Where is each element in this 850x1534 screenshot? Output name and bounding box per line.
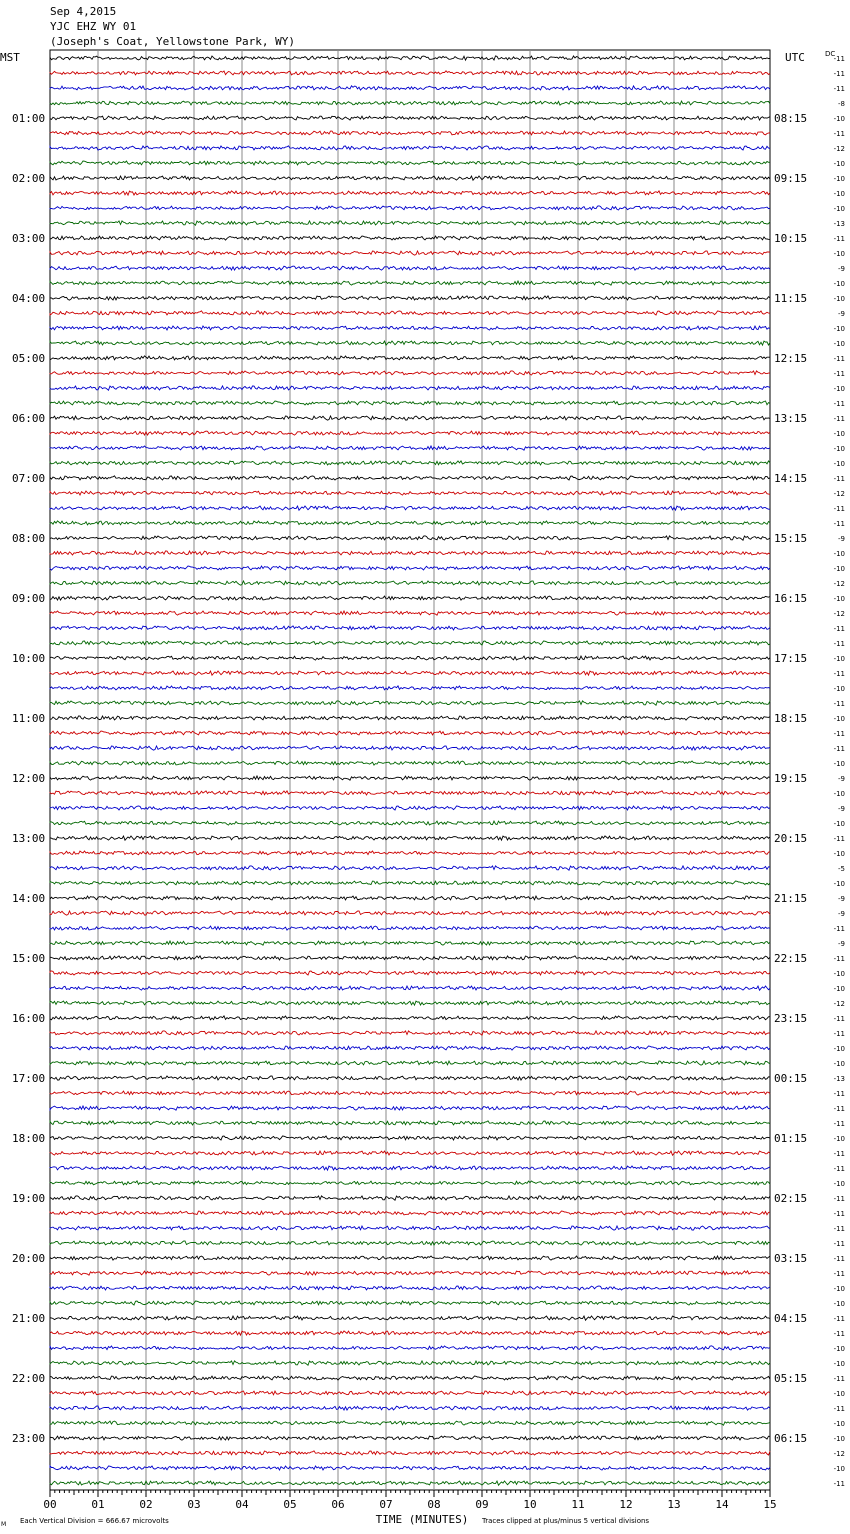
dc-offset-label: -11: [833, 400, 845, 408]
dc-offset-label: -10: [833, 175, 845, 183]
trace-line-13: [50, 251, 770, 255]
right-hour-label: 08:15: [774, 112, 808, 125]
dc-offset-label: -11: [833, 70, 845, 78]
dc-offset-label: -11: [833, 370, 845, 378]
dc-offset-label: -12: [833, 1450, 845, 1458]
right-hour-label: 10:15: [774, 232, 808, 245]
left-hour-label: 13:00: [12, 832, 46, 845]
trace-line-88: [50, 1376, 770, 1380]
dc-offset-label: -11: [833, 955, 845, 963]
dc-offset-label: -10: [833, 1060, 845, 1068]
left-timezone-label: MST: [0, 51, 20, 64]
trace-line-15: [50, 281, 770, 285]
trace-line-62: [50, 986, 770, 990]
dc-offset-label: -11: [833, 670, 845, 678]
left-hour-label: 06:00: [12, 412, 46, 425]
x-tick-label: 10: [523, 1498, 537, 1511]
trace-line-54: [50, 866, 770, 870]
trace-line-93: [50, 1451, 770, 1455]
trace-line-25: [50, 431, 770, 435]
station-location: (Joseph's Coat, Yellowstone Park, WY): [50, 35, 296, 48]
dc-offset-label: -10: [833, 595, 845, 603]
right-hour-label: 20:15: [774, 832, 808, 845]
trace-line-94: [50, 1466, 770, 1470]
trace-line-84: [50, 1316, 770, 1320]
trace-line-77: [50, 1211, 770, 1215]
trace-line-33: [50, 551, 770, 555]
dc-offset-label: -10: [833, 385, 845, 393]
dc-offset-label: -10: [833, 280, 845, 288]
dc-offset-label: -11: [833, 475, 845, 483]
dc-offset-label: -11: [833, 1165, 845, 1173]
dc-offset-label: -11: [833, 130, 845, 138]
dc-offset-label: -10: [833, 760, 845, 768]
trace-line-1: [50, 71, 770, 75]
dc-offset-label: -11: [833, 625, 845, 633]
trace-line-31: [50, 521, 770, 525]
trace-line-52: [50, 836, 770, 840]
trace-line-27: [50, 461, 770, 465]
left-hour-label: 10:00: [12, 652, 46, 665]
dc-offset-label: -11: [833, 1270, 845, 1278]
x-tick-label: 09: [475, 1498, 489, 1511]
left-hour-label: 05:00: [12, 352, 46, 365]
left-hour-label: 12:00: [12, 772, 46, 785]
trace-line-37: [50, 611, 770, 615]
dc-offset-label: -11: [833, 355, 845, 363]
trace-line-85: [50, 1331, 770, 1335]
dc-offset-label: -10: [833, 295, 845, 303]
left-hour-label: 15:00: [12, 952, 46, 965]
dc-offset-label: -9: [838, 310, 845, 318]
x-tick-label: 02: [139, 1498, 153, 1511]
trace-line-10: [50, 206, 770, 210]
dc-offset-label: -9: [838, 775, 845, 783]
left-hour-label: 09:00: [12, 592, 46, 605]
dc-offset-label: -11: [833, 55, 845, 63]
trace-line-26: [50, 446, 770, 450]
left-hour-label: 04:00: [12, 292, 46, 305]
trace-line-2: [50, 86, 770, 90]
right-hour-label: 19:15: [774, 772, 808, 785]
x-tick-label: 01: [91, 1498, 105, 1511]
x-axis-title: TIME (MINUTES): [375, 1513, 469, 1526]
dc-offset-label: -12: [833, 1000, 845, 1008]
dc-offset-label: -10: [833, 550, 845, 558]
right-hour-label: 12:15: [774, 352, 808, 365]
trace-line-72: [50, 1136, 770, 1140]
trace-line-75: [50, 1181, 770, 1185]
dc-offset-label: -10: [833, 565, 845, 573]
dc-offset-label: -11: [833, 700, 845, 708]
trace-line-59: [50, 941, 770, 945]
x-tick-label: 06: [331, 1498, 345, 1511]
right-hour-label: 06:15: [774, 1432, 808, 1445]
left-hour-label: 16:00: [12, 1012, 46, 1025]
dc-offset-label: -11: [833, 1210, 845, 1218]
dc-offset-label: -10: [833, 715, 845, 723]
right-hour-label: 09:15: [774, 172, 808, 185]
dc-offset-label: -10: [833, 820, 845, 828]
left-hour-label: 08:00: [12, 532, 46, 545]
right-hour-label: 14:15: [774, 472, 808, 485]
trace-line-29: [50, 491, 770, 495]
dc-offset-label: -11: [833, 640, 845, 648]
left-hour-label: 21:00: [12, 1312, 46, 1325]
dc-offset-label: -11: [833, 925, 845, 933]
dc-offset-label: -10: [833, 190, 845, 198]
trace-line-91: [50, 1421, 770, 1425]
dc-offset-label: -11: [833, 1225, 845, 1233]
trace-line-73: [50, 1151, 770, 1155]
trace-line-44: [50, 716, 770, 720]
dc-offset-label: -12: [833, 580, 845, 588]
right-timezone-label: UTC: [785, 51, 805, 64]
dc-offset-label: -11: [833, 235, 845, 243]
trace-line-8: [50, 176, 770, 180]
trace-line-70: [50, 1106, 770, 1110]
dc-offset-label: -10: [833, 1465, 845, 1473]
dc-offset-label: -10: [833, 115, 845, 123]
trace-line-14: [50, 266, 770, 270]
trace-line-48: [50, 776, 770, 780]
right-hour-label: 02:15: [774, 1192, 808, 1205]
dc-offset-label: -11: [833, 85, 845, 93]
left-hour-label: 14:00: [12, 892, 46, 905]
trace-line-9: [50, 191, 770, 195]
dc-offset-label: -10: [833, 1435, 845, 1443]
left-hour-label: 02:00: [12, 172, 46, 185]
dc-offset-label: -10: [833, 1390, 845, 1398]
trace-line-3: [50, 101, 770, 105]
trace-line-17: [50, 311, 770, 315]
trace-line-64: [50, 1016, 770, 1020]
dc-offset-label: -11: [833, 1090, 845, 1098]
x-tick-label: 03: [187, 1498, 201, 1511]
trace-line-45: [50, 731, 770, 735]
dc-offset-label: -11: [833, 1330, 845, 1338]
dc-offset-label: -9: [838, 895, 845, 903]
plot-date: Sep 4,2015: [50, 5, 117, 18]
trace-line-23: [50, 401, 770, 405]
x-tick-label: 07: [379, 1498, 393, 1511]
x-tick-label: 05: [283, 1498, 297, 1511]
trace-line-6: [50, 146, 770, 150]
left-hour-label: 03:00: [12, 232, 46, 245]
trace-line-89: [50, 1391, 770, 1395]
trace-line-36: [50, 596, 770, 600]
trace-line-32: [50, 536, 770, 540]
dc-offset-label: -13: [833, 220, 845, 228]
dc-offset-label: -11: [833, 1105, 845, 1113]
right-hour-label: 16:15: [774, 592, 808, 605]
trace-line-78: [50, 1226, 770, 1230]
corner-mark: M: [1, 1521, 7, 1528]
dc-offset-label: -9: [838, 910, 845, 918]
trace-line-58: [50, 926, 770, 930]
dc-offset-label: -10: [833, 655, 845, 663]
dc-offset-label: -10: [833, 340, 845, 348]
x-tick-label: 08: [427, 1498, 441, 1511]
trace-line-80: [50, 1256, 770, 1260]
right-hour-label: 23:15: [774, 1012, 808, 1025]
trace-line-35: [50, 581, 770, 585]
trace-line-43: [50, 701, 770, 705]
trace-line-69: [50, 1091, 770, 1095]
dc-offset-label: -11: [833, 1375, 845, 1383]
trace-line-18: [50, 326, 770, 330]
trace-line-63: [50, 1001, 770, 1005]
right-hour-label: 05:15: [774, 1372, 808, 1385]
trace-line-83: [50, 1301, 770, 1305]
dc-offset-label: -11: [833, 1315, 845, 1323]
dc-offset-label: -11: [833, 1150, 845, 1158]
scale-note: Each Vertical Division = 666.67 microvolts: [20, 1517, 169, 1525]
dc-offset-label: -11: [833, 730, 845, 738]
dc-offset-label: -10: [833, 1285, 845, 1293]
trace-line-12: [50, 236, 770, 240]
dc-offset-label: -11: [833, 835, 845, 843]
trace-line-82: [50, 1286, 770, 1290]
x-tick-label: 12: [619, 1498, 633, 1511]
trace-line-74: [50, 1166, 770, 1170]
dc-offset-label: -10: [833, 880, 845, 888]
dc-offset-label: -11: [833, 1030, 845, 1038]
dc-offset-label: -11: [833, 745, 845, 753]
left-hour-label: 01:00: [12, 112, 46, 125]
dc-offset-label: -10: [833, 325, 845, 333]
dc-offset-label: -10: [833, 790, 845, 798]
left-hour-label: 17:00: [12, 1072, 46, 1085]
trace-line-50: [50, 806, 770, 810]
left-hour-label: 20:00: [12, 1252, 46, 1265]
dc-offset-label: -10: [833, 1300, 845, 1308]
clip-note: Traces clipped at plus/minus 5 vertical divisions: [482, 1517, 650, 1525]
trace-line-57: [50, 911, 770, 915]
trace-line-41: [50, 671, 770, 675]
dc-offset-label: -10: [833, 160, 845, 168]
dc-offset-label: -10: [833, 460, 845, 468]
dc-offset-label: -9: [838, 535, 845, 543]
trace-line-66: [50, 1046, 770, 1050]
dc-offset-label: -11: [833, 415, 845, 423]
dc-offset-label: -12: [833, 490, 845, 498]
trace-line-55: [50, 881, 770, 885]
dc-offset-label: -8: [838, 100, 845, 108]
trace-line-46: [50, 746, 770, 750]
x-tick-label: 15: [763, 1498, 777, 1511]
trace-line-65: [50, 1031, 770, 1035]
dc-offset-label: -10: [833, 445, 845, 453]
x-tick-label: 00: [43, 1498, 57, 1511]
right-hour-label: 11:15: [774, 292, 808, 305]
trace-line-5: [50, 131, 770, 135]
dc-offset-label: -10: [833, 250, 845, 258]
trace-line-71: [50, 1121, 770, 1125]
trace-line-4: [50, 116, 770, 120]
trace-line-86: [50, 1346, 770, 1350]
dc-offset-label: -5: [838, 865, 845, 873]
dc-offset-label: -13: [833, 1075, 845, 1083]
trace-line-90: [50, 1406, 770, 1410]
dc-offset-label: -12: [833, 610, 845, 618]
trace-line-76: [50, 1196, 770, 1200]
trace-line-28: [50, 476, 770, 480]
trace-line-34: [50, 566, 770, 570]
dc-offset-label: -10: [833, 1135, 845, 1143]
left-hour-label: 07:00: [12, 472, 46, 485]
right-hour-label: 15:15: [774, 532, 808, 545]
trace-line-38: [50, 626, 770, 630]
trace-line-51: [50, 821, 770, 825]
left-hour-label: 18:00: [12, 1132, 46, 1145]
trace-line-0: [50, 56, 770, 60]
dc-offset-label: -10: [833, 430, 845, 438]
dc-offset-label: -10: [833, 1180, 845, 1188]
dc-offset-label: -11: [833, 505, 845, 513]
trace-line-22: [50, 386, 770, 390]
trace-line-92: [50, 1436, 770, 1440]
dc-offset-label: -11: [833, 1405, 845, 1413]
dc-offset-label: -11: [833, 1255, 845, 1263]
trace-line-81: [50, 1271, 770, 1275]
right-hour-label: 18:15: [774, 712, 808, 725]
dc-offset-label: -9: [838, 805, 845, 813]
left-hour-label: 23:00: [12, 1432, 46, 1445]
trace-line-67: [50, 1061, 770, 1065]
right-hour-label: 22:15: [774, 952, 808, 965]
dc-offset-label: -10: [833, 850, 845, 858]
right-hour-label: 00:15: [774, 1072, 808, 1085]
trace-line-42: [50, 686, 770, 690]
station-code: YJC EHZ WY 01: [50, 20, 137, 33]
x-tick-label: 11: [571, 1498, 585, 1511]
dc-offset-label: -11: [833, 1240, 845, 1248]
dc-offset-label: -11: [833, 1015, 845, 1023]
right-hour-label: 01:15: [774, 1132, 808, 1145]
right-hour-label: 21:15: [774, 892, 808, 905]
left-hour-label: 22:00: [12, 1372, 46, 1385]
trace-line-61: [50, 971, 770, 975]
trace-line-95: [50, 1481, 770, 1485]
dc-label: DC: [825, 50, 836, 58]
dc-offset-label: -10: [833, 685, 845, 693]
x-tick-label: 13: [667, 1498, 681, 1511]
trace-line-68: [50, 1076, 770, 1080]
dc-offset-label: -12: [833, 145, 845, 153]
trace-line-30: [50, 506, 770, 510]
dc-offset-label: -10: [833, 1420, 845, 1428]
right-hour-label: 03:15: [774, 1252, 808, 1265]
trace-line-7: [50, 161, 770, 165]
trace-line-24: [50, 416, 770, 420]
dc-offset-label: -9: [838, 940, 845, 948]
dc-offset-label: -10: [833, 970, 845, 978]
dc-offset-label: -11: [833, 1120, 845, 1128]
trace-line-40: [50, 656, 770, 660]
left-hour-label: 11:00: [12, 712, 46, 725]
dc-offset-label: -11: [833, 520, 845, 528]
x-tick-label: 14: [715, 1498, 729, 1511]
dc-offset-label: -10: [833, 985, 845, 993]
left-hour-label: 19:00: [12, 1192, 46, 1205]
trace-line-79: [50, 1241, 770, 1245]
trace-line-56: [50, 896, 770, 900]
trace-line-16: [50, 296, 770, 300]
right-hour-label: 13:15: [774, 412, 808, 425]
dc-offset-label: -10: [833, 205, 845, 213]
dc-offset-label: -10: [833, 1345, 845, 1353]
trace-line-47: [50, 761, 770, 765]
trace-line-53: [50, 851, 770, 855]
dc-offset-label: -11: [833, 1195, 845, 1203]
trace-line-21: [50, 371, 770, 375]
trace-line-11: [50, 221, 770, 225]
dc-offset-label: -11: [833, 1480, 845, 1488]
dc-offset-label: -9: [838, 265, 845, 273]
right-hour-label: 04:15: [774, 1312, 808, 1325]
trace-line-19: [50, 341, 770, 345]
dc-offset-label: -10: [833, 1360, 845, 1368]
x-tick-label: 04: [235, 1498, 249, 1511]
right-hour-label: 17:15: [774, 652, 808, 665]
trace-line-60: [50, 956, 770, 960]
trace-line-39: [50, 641, 770, 645]
dc-offset-label: -10: [833, 1045, 845, 1053]
trace-line-20: [50, 356, 770, 360]
trace-line-87: [50, 1361, 770, 1365]
trace-line-49: [50, 791, 770, 795]
